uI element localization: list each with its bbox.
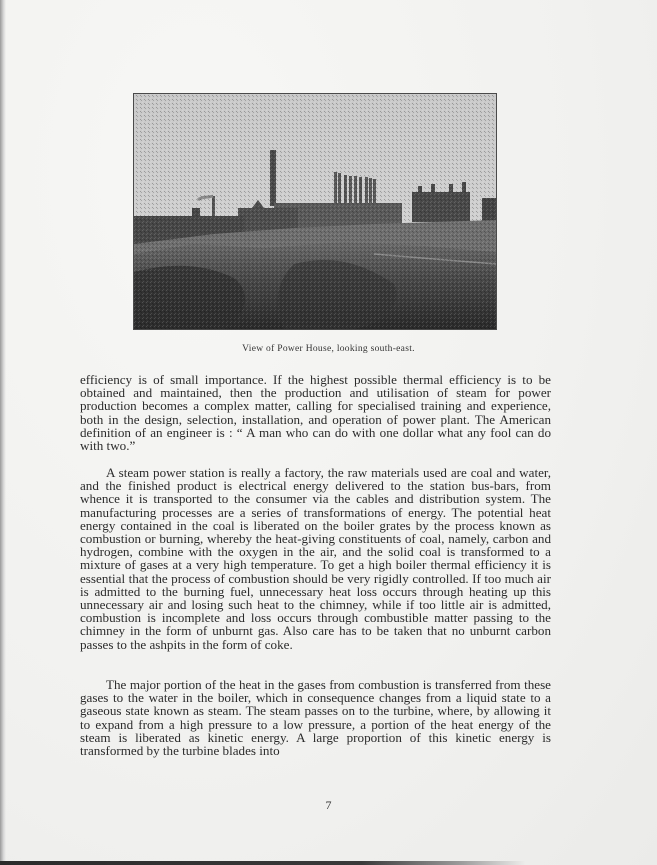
paragraph-heat-transfer <box>80 678 551 757</box>
page-number: 7 <box>325 798 332 812</box>
photo-illustration <box>134 94 496 329</box>
paragraph-power-station-factory <box>80 466 551 651</box>
paragraph-text: The major portion of the heat in the gases from combustion is transferred from these gases to the water in the boiler, which in consequence changes from a liquid state to a gaseous state known as steam. The steam passes on to the turbine, where, by allowing it to expand from a high pressure to a low pressure, a portion of the heat energy of the steam is liberated as kinetic energy. A large proportion of this kinetic energy is transformed by the turbine blades into <box>80 677 551 759</box>
photo-caption: View of Power House, looking south-east. <box>242 344 415 354</box>
paragraph-efficiency <box>80 373 551 452</box>
paragraph-text: A steam power station is really a factory, the raw materials used are coal and water, and the finished product is electrical energy delivered to the station bus-bars, from whence it is transported to the consumer via the cables and distribution system. The manufacturing processes are a series of transformations of energy. The potential heat energy contained in the coal is liberated on the boiler grates by the process known as combustion or burning, whereby the heat-giving constituents of coal, namely, carbon and hydrogen, combine with the oxygen in the air, and the solid coal is transformed to a mixture of gases at a very high temperature. To get a high boiler thermal efficiency it is essential that the process of combustion should be very rigidly controlled. If too much air is admitted to the burning fuel, unnecessary heat loss occurs through heating up this unnecessary air and losing such heat to the chimney, while if too little air is admitted, combustion is incomplete and loss occurs through combustible matter passing to the chimney in the form of unburnt gas. Also care has to be taken that no unburnt carbon passes to the ashpits in the form of coke. <box>80 465 551 652</box>
page-bottom-edge <box>0 861 657 865</box>
power-house-photograph <box>133 93 497 330</box>
page-left-shadow <box>0 0 6 865</box>
paragraph-text: efficiency is of small importance. If the highest possible thermal efficiency is to be obtained and maintained, then the production and utilisation of steam for power production becomes a complex matter, calling for specialised training and experience, both in the design, selection, installation, and operation of power plant. The American definition of an engineer is : “ A man who can do with one dollar what any fool can do with two.” <box>80 372 551 454</box>
